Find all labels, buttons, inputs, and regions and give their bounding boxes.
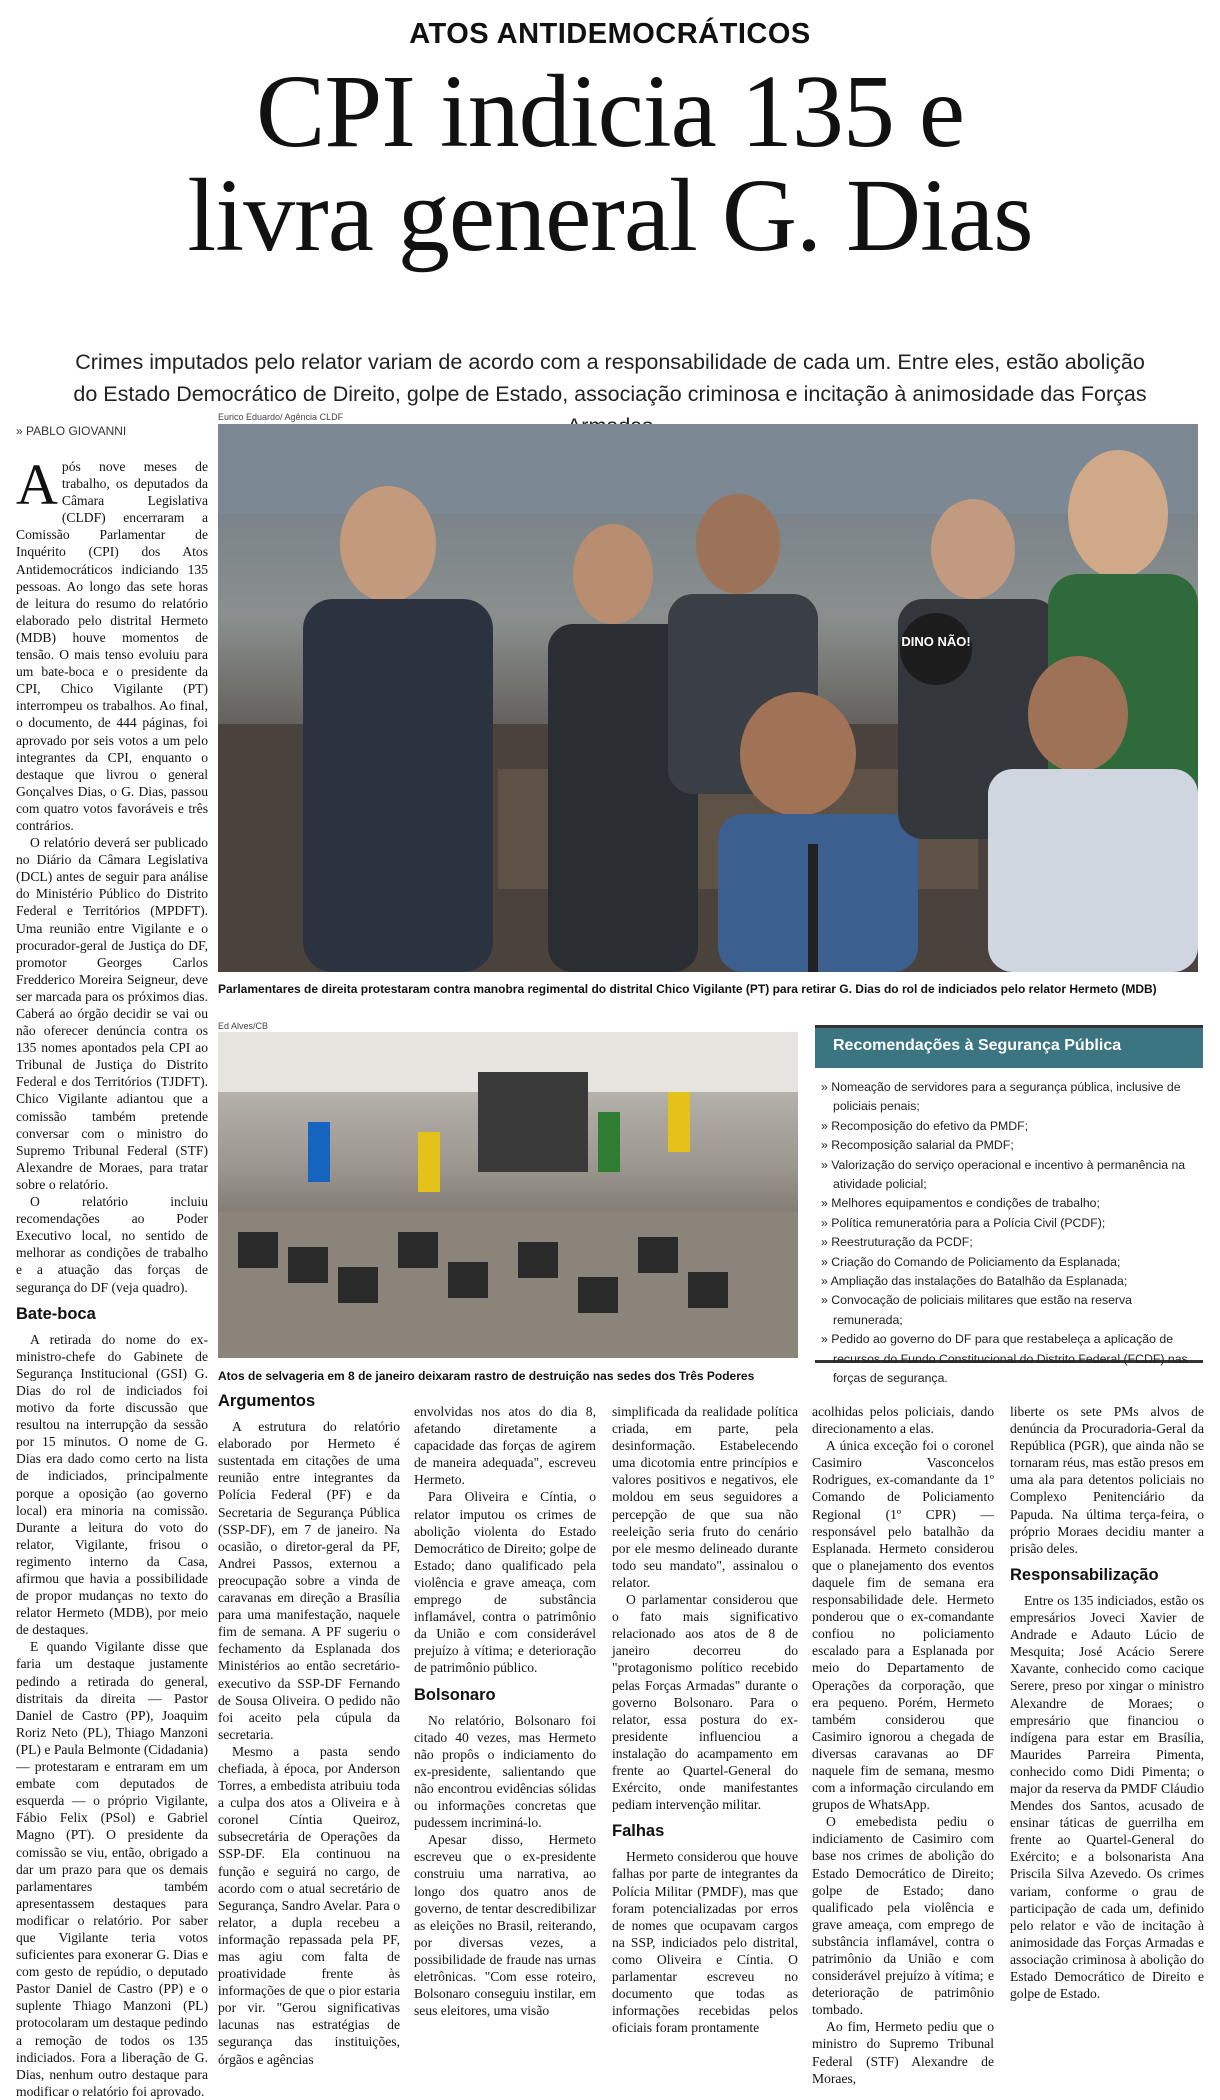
main-photo-illustration (218, 424, 1198, 972)
subheadline-line-1: Crimes imputados pelo relator variam de acordo com a responsabilidade de cada um. Entre eles, estão abolição (75, 350, 1145, 374)
list-item: » Recomposição do efetivo da PMDF; (821, 1117, 1197, 1136)
list-item: » Melhores equipamentos e condições de trabalho; (821, 1194, 1197, 1213)
paragraph: envolvidas nos atos do dia 8, afetando diretamente a capacidade das forças de agirem de maneira adequada", escreveu Hermeto. (414, 1404, 596, 1488)
paragraph: Hermeto considerou que houve falhas por parte de integrantes da Polícia Militar (PMDF), mas que foram potencializadas por erros de nomes que ocupavam cargos na SSP, indiciados pelo distrital, como Oliveira e Cíntia. O parlamentar escreveu no documento que todas as informações recebidas pelos oficiais foram prontamente (612, 1849, 798, 2036)
destruction-photo-caption: Atos de selvageria em 8 de janeiro deixaram rastro de destruição nas sedes dos Três Poderes (218, 1369, 755, 1383)
paragraph: Mesmo a pasta sendo chefiada, à época, por Anderson Torres, a embedista atribuiu toda a culpa dos atos a Oliveira e à coronel Cíntia Queiroz, subsecretária de Operações da SSP-DF. Ela continuou na função e seguirá no cargo, de acordo com o atual secretário de Segurança, Sandro Avelar. Para o relator, a dupla recebeu a informação repassada pela PF, mas agiu com falta de proatividade frente às informações de que o pior estaria por vir. "Gerou significativas lacunas nas estratégias de segurança das instituições, órgãos e agências (218, 1743, 400, 2067)
article-column-1 (16, 452, 208, 2100)
protest-sign-text: DINO NÃO! (901, 634, 971, 649)
paragraph: No relatório, Bolsonaro foi citado 40 vezes, mas Hermeto não propôs o indiciamento do ex-presidente, salientando que não encontrou evidências sólidas ou informações concretas que pudessem incriminá-lo. (414, 1712, 596, 1831)
byline: » PABLO GIOVANNI (16, 424, 127, 438)
photo-credit: Eurico Eduardo/ Agência CLDF (218, 412, 344, 422)
paragraph: O emebedista pediu o indiciamento de Casimiro com base nos crimes de abolição do Estado Democrático de Direito; golpe de Estado; dano qualificado pela violência e grave ameaça, com emprego de substância inflamável, contra o patrimônio da União e com considerável prejuízo à vítima; e deterioração de patrimônio tombado. (812, 1814, 994, 2018)
section-heading: Argumentos (218, 1392, 316, 1410)
paragraph: acolhidas pelos policiais, dando direcionamento a elas. (812, 1404, 994, 1437)
paragraph: A estrutura do relatório elaborado por Hermeto é sustentada em citações de uma reunião entre integrantes da Polícia Federal (PF) e da Secretaria de Segurança Pública (SSP-DF), em 7 de janeiro. Na ocasião, o diretor-geral da PF, Andrei Passos, externou a preocupação sobre a vinda de caravanas em direção a Brasília para uma manifestação, naquele fim de semana. A PF sugeriu o fechamento da Esplanada dos Ministérios ao então secretário-executivo da SSP-DF Fernando de Sousa Oliveira. O pedido não foi aceito pela cúpula da secretaria. (218, 1419, 400, 1742)
destruction-photo-illustration (218, 1032, 798, 1358)
headline-line-1: CPI indicia 135 e (255, 54, 964, 169)
paragraph: Para Oliveira e Cíntia, o relator imputou os crimes de abolição violenta do Estado Democrático de Direito; golpe de Estado; dano qualificado pela violência e grave ameaça, com emprego de substância inflamável, contra o patrimônio da União e com considerável prejuízo à vítima; e deterioração de patrimônio público. (414, 1489, 596, 1676)
main-photo (218, 424, 1198, 972)
list-item: » Ampliação das instalações do Batalhão da Esplanada; (821, 1272, 1197, 1291)
drop-cap: A (16, 452, 58, 517)
paragraph: A única exceção foi o coronel Casimiro Vasconcelos Rodrigues, ex-comandante da 1º Comando de Policiamento Regional (1º CPR) — responsável pelo batalhão da Esplanada. Hermeto considerou que o planejamento dos eventos daquele fim de semana era responsabilidade dele. Hermeto ponderou que o ex-comandante confiou no policiamento escalado para a Esplanada por meio do Departamento de Operações da corporação, que era pequeno. Porém, Hermeto também considerou que Casimiro ignorou a chegada de diversas caravanas ao DF naquele fim de semana, mesmo com a informação circulando em grupos de WhatsApp. (812, 1438, 994, 1813)
article-column-3 (414, 1403, 596, 2019)
article-column-2 (218, 1393, 400, 2068)
list-item: » Política remuneratória para a Polícia Civil (PCDF); (821, 1214, 1197, 1233)
subheadline-line-2: do Estado Democrático de Direito, golpe de Estado, associação criminosa e incitação à animosidade das Forças (73, 382, 1147, 406)
list-item: » Criação do Comando de Policiamento da Esplanada; (821, 1253, 1197, 1272)
list-item: » Recomposição salarial da PMDF; (821, 1136, 1197, 1155)
section-heading: Falhas (612, 1822, 665, 1841)
paragraph: A retirada do nome do ex-ministro-chefe do Gabinete de Segurança Institucional (GSI) G. Dias do rol de indiciados foi motivo da forte discussão que resultou na interrupção da sessão por 15 minutos. O nome de G. Dias era dado como certo na lista de indiciados, principalmente porque a oposição (ao governo local) era minoria na comissão. Durante a leitura do voto do relator, Vigilante, frisou o regimento interno da Casa, afirmou que havia a possibilidade de propor mudanças no texto do relator Hermeto (MDB), por meio de destaques. (16, 1331, 208, 1638)
kicker: ATOS ANTIDEMOCRÁTICOS (409, 18, 811, 50)
recommendations-box (815, 1025, 1203, 1386)
list-item: » Convocação de policiais militares que estão na reserva remunerada; (821, 1291, 1197, 1330)
section-heading: Bolsonaro (414, 1685, 496, 1704)
paragraph: E quando Vigilante disse que faria um destaque justamente pedindo a retirada do general, distritais da direita — Pastor Daniel de Castro (PP), Joaquim Roriz Neto (PL), Thiago Manzoni (PL) e Paula Belmonte (Cidadania) — protestaram e entraram em um embate com deputados de esquerda — o próprio Vigilante, Fábio Felix (PSol) e Gabriel Magno (PT). O presidente da comissão se viu, então, obrigado a dar um prazo para que os demais parlamentares também apresentassem destaques para modificar o relatório. Por saber que Vigilante teria votos suficientes para exonerar G. Dias e com gesto de repúdio, o deputado Pastor Daniel de Castro (PP) e o suplente Thiago Manzoni (PL) protocolaram um destaque pedindo a remoção de todos os 135 indiciados. Fora a liberação de G. Dias, nenhum outro destaque para modificar o relatório foi aprovado. (16, 1639, 208, 2099)
section-heading: Bate-boca (16, 1304, 96, 1323)
article-column-4 (612, 1403, 798, 2036)
article-column-6 (1010, 1403, 1204, 2002)
paragraph: Apesar disso, Hermeto escreveu que o ex-presidente construiu uma narrativa, ao longo dos quatro anos de governo, de tentar descredibilizar as eleições no Brasil, reiterando, por diversas vezes, a possibilidade de fraude nas urnas eletrônicas. "Com esse roteiro, Bolsonaro conseguiu instilar, em seus eleitores, uma visão (414, 1832, 596, 2019)
headline (30, 54, 1190, 273)
recommendations-box-title: Recomendações à Segurança Pública (815, 1028, 1203, 1068)
paragraph: Após nove meses de trabalho, os deputados da Câmara Legislativa (CLDF) encerraram a Comissão Parlamentar de Inquérito (CPI) dos Atos Antidemocráticos indiciando 135 pessoas. Ao longo das sete horas de leitura do resumo do relatório elaborado pelo distrital Hermeto (MDB) houve momentos de tensão. O mais tenso evoluiu para um bate-boca e o presidente da CPI, Chico Vigilante (PT) interrompeu os trabalhos. Ao final, o documento, de 444 páginas, foi aprovado por seis votos a um pelo integrantes da CPI, enquanto o destaque que livrou o general Gonçalves Dias, o G. Dias, passou com quatro votos favoráveis e três contrários. (16, 452, 208, 833)
paragraph: O relatório incluiu recomendações ao Poder Executivo local, no sentido de melhorar as condições de trabalho e a atuação das forças de segurança do DF (veja quadro). (16, 1194, 208, 1295)
section-heading: Responsabilização (1010, 1565, 1159, 1584)
paragraph: liberte os sete PMs alvos de denúncia da Procuradoria-Geral da República (PGR), que ainda não se tornaram réus, mas estão presos em uma ala para detentos policiais no Complexo Penitenciário da Papuda. Na última terça-feira, o próprio Moraes decidiu manter a prisão deles. (1010, 1404, 1204, 1556)
article-column-5 (812, 1403, 994, 2087)
destruction-photo (218, 1032, 798, 1358)
paragraph: Entre os 135 indiciados, estão os empresários Joveci Xavier de Andrade e Adauto Lúcio de Mesquita; José Acácio Serere Xavante, conhecido como cacique Serere, preso por xingar o ministro Alexandre de Moraes; o empresário que financiou o indígena para estar em Brasília, Maurides Parreira Pimenta, conhecido como Didi Pimenta; o major da reserva da PMDF Cláudio Mendes dos Santos, acusado de ensinar táticas de guerrilha em frente ao Quartel-General do Exército; e a bolsonarista Ana Priscila Silva Azevedo. Os crimes variam, conforme o grau de participação de cada um, definido pelo relator e vão de incitação à animosidade das Forças Armadas e associação criminosa à abolição do Estado Democrático de Direito e golpe de Estado. (1010, 1592, 1204, 2002)
paragraph: O parlamentar considerou que o fato mais significativo relacionado aos atos de 8 de janeiro decorreu do "protagonismo político recebido pelas Forças Armadas" durante o governo Bolsonaro. Para o relator, essa postura do ex-presidente influenciou a instalação do acampamento em frente ao Quartel-General do Exército, onde manifestantes pediam intervenção militar. (612, 1592, 798, 1813)
list-item: » Valorização do serviço operacional e incentivo à permanência na atividade policial; (821, 1156, 1197, 1195)
list-item: » Reestruturação da PCDF; (821, 1233, 1197, 1252)
main-photo-caption: Parlamentares de direita protestaram contra manobra regimental do distrital Chico Vigilante (PT) para retirar G. Dias do rol de indiciados pelo relator Hermeto (MDB) (218, 982, 1157, 996)
list-item: » Pedido ao governo do DF para que restabeleça a aplicação de recursos do Fundo Constitucional do Distrito Federal (FCDF) nas forças de segurança. (821, 1330, 1197, 1388)
paragraph: simplificada da realidade política criada, em parte, pela desinformação. Estabelecendo uma dicotomia entre princípios e valores positivos e negativos, ele moldou em seus seguidores a percepção de que sua não reeleição seria fruto do cenário por ele mesmo delineado durante todo seu mandato", assinalou o relator. (612, 1404, 798, 1590)
photo-credit: Ed Alves/CB (218, 1021, 269, 1031)
headline-line-2: livra general G. Dias (187, 158, 1033, 273)
list-item: » Nomeação de servidores para a segurança pública, inclusive de policiais penais; (821, 1078, 1197, 1117)
paragraph: O relatório deverá ser publicado no Diário da Câmara Legislativa (DCL) antes de seguir para análise do Ministério Público do Distrito Federal e Territórios (MPDFT). Uma reunião entre Vigilante e o procurador-geral de Justiça do DF, promotor Georges Carlos Fredderico Moreira Seigneur, deve ser marcada para os próximos dias. Caberá ao órgão decidir se vai ou não oferecer denúncia contra os 135 nomes apontados pela CPI ao Tribunal de Justiça do Distrito Federal e dos Territórios (TJDFT). Chico Vigilante adiantou que a comissão também pretende conversar com o ministro do Supremo Tribunal Federal (STF) Alexandre de Moraes, para tratar sobre o relatório. (16, 835, 208, 1192)
recommendations-list (815, 1068, 1203, 1389)
paragraph: Ao fim, Hermeto pediu que o ministro do Supremo Tribunal Federal (STF) Alexandre de Moraes, (812, 2019, 994, 2086)
